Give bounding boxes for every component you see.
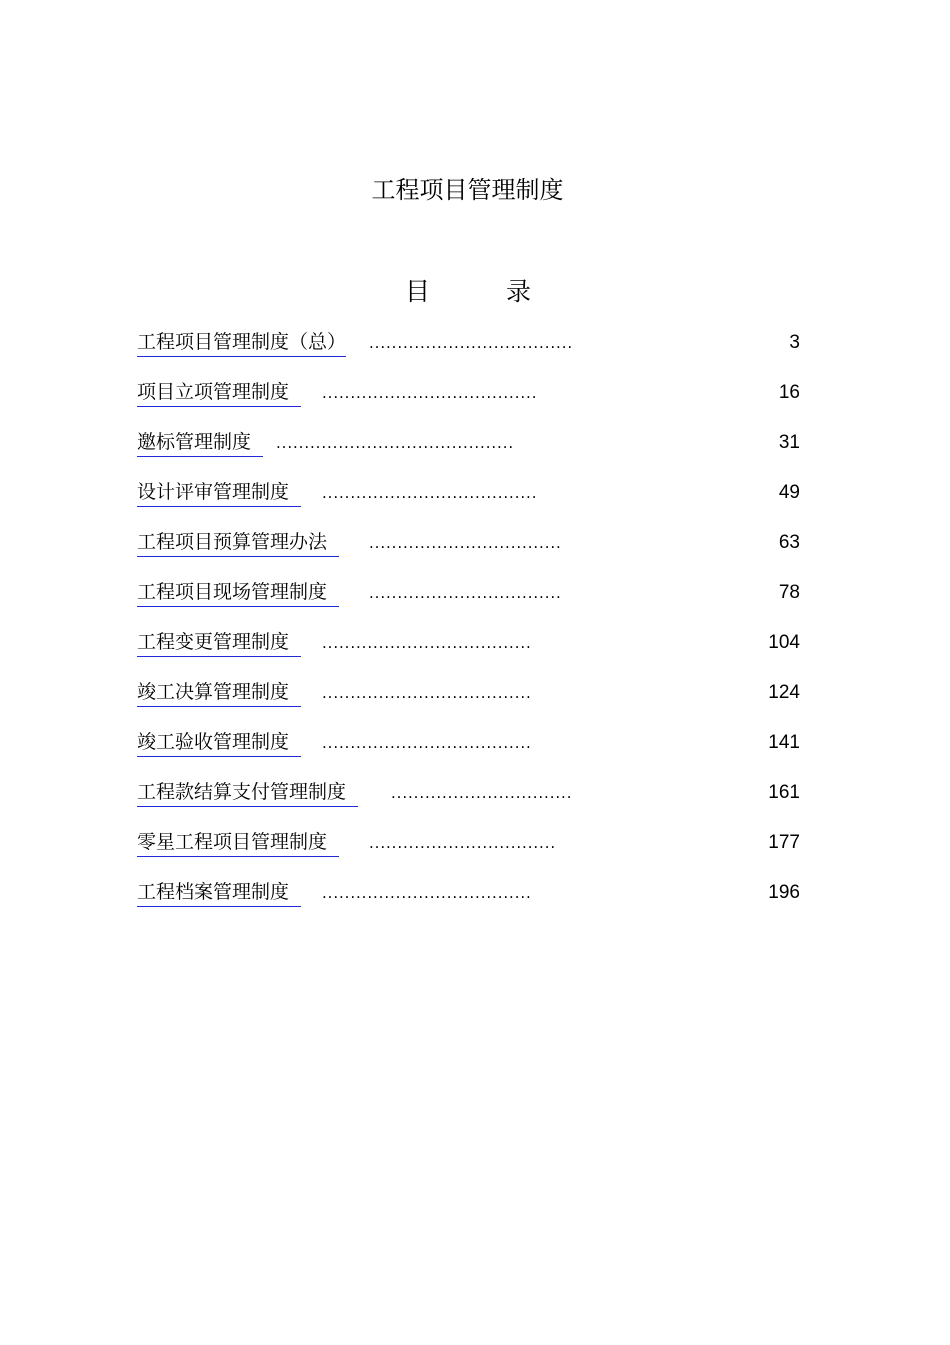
link-underline: [137, 456, 263, 457]
toc-entry-title: 工程项目现场管理制度: [137, 581, 328, 603]
link-underline: [137, 806, 358, 807]
link-underline: [137, 406, 301, 407]
toc-page-number: 78: [778, 582, 800, 603]
toc-entry-link[interactable]: [137, 579, 339, 605]
link-underline: [137, 656, 301, 657]
toc-entry-link[interactable]: [137, 329, 346, 355]
link-underline: [137, 506, 301, 507]
toc-entry[interactable]: [137, 825, 800, 875]
link-underline: [137, 556, 339, 557]
toc-leader-dots: .................................: [369, 834, 557, 852]
toc-entry[interactable]: [137, 775, 800, 825]
toc-leader-dots: ......................................: [322, 384, 538, 402]
toc-leader-dots: ......................................: [322, 484, 538, 502]
toc-page-number: 104: [768, 632, 800, 653]
table-of-contents: [137, 325, 800, 925]
toc-entry-title: 竣工决算管理制度: [137, 681, 290, 703]
toc-entry-link[interactable]: [137, 429, 263, 455]
toc-leader-dots: .....................................: [322, 634, 532, 652]
toc-leader-dots: ..................................: [369, 584, 562, 602]
toc-page-number: 141: [768, 732, 800, 753]
toc-page-number: 177: [768, 832, 800, 853]
toc-leader-dots: .....................................: [322, 684, 532, 702]
toc-leader-dots: ..........................................: [276, 434, 515, 452]
toc-entry-title: 工程项目管理制度（总）: [137, 331, 347, 353]
toc-page-number: 124: [768, 682, 800, 703]
toc-entry-link[interactable]: [137, 879, 301, 905]
toc-entry-link[interactable]: [137, 729, 301, 755]
link-underline: [137, 606, 339, 607]
link-underline: [137, 906, 301, 907]
toc-page-number: 63: [778, 532, 800, 553]
toc-entry[interactable]: [137, 325, 800, 375]
toc-entry-title: 工程变更管理制度: [137, 631, 290, 653]
toc-entry[interactable]: [137, 625, 800, 675]
toc-page-number: 31: [778, 432, 800, 453]
toc-entry-title: 工程档案管理制度: [137, 881, 290, 903]
toc-entry-title: 设计评审管理制度: [137, 481, 290, 503]
toc-entry-title: 工程款结算支付管理制度: [137, 781, 347, 803]
toc-entry[interactable]: [137, 375, 800, 425]
link-underline: [137, 756, 301, 757]
toc-entry[interactable]: [137, 525, 800, 575]
toc-leader-dots: ..................................: [369, 534, 562, 552]
toc-entry-title: 竣工验收管理制度: [137, 731, 290, 753]
toc-page-number: 49: [778, 482, 800, 503]
toc-leader-dots: ....................................: [369, 334, 574, 352]
toc-entry[interactable]: [137, 875, 800, 925]
toc-leader-dots: .....................................: [322, 734, 532, 752]
toc-entry-title: 项目立项管理制度: [137, 381, 290, 403]
toc-entry[interactable]: [137, 425, 800, 475]
toc-heading: 目 录: [405, 277, 565, 306]
toc-entry[interactable]: [137, 725, 800, 775]
toc-entry-link[interactable]: [137, 529, 339, 555]
toc-page-number: 16: [778, 382, 800, 403]
toc-entry-title: 零星工程项目管理制度: [137, 831, 328, 853]
toc-entry-title: 邀标管理制度: [137, 431, 252, 453]
toc-entry-title: 工程项目预算管理办法: [137, 531, 328, 553]
toc-entry[interactable]: [137, 675, 800, 725]
toc-entry-link[interactable]: [137, 379, 301, 405]
toc-entry[interactable]: [137, 475, 800, 525]
toc-entry-link[interactable]: [137, 629, 301, 655]
toc-entry-link[interactable]: [137, 679, 301, 705]
toc-entry-link[interactable]: [137, 779, 358, 805]
toc-entry-link[interactable]: [137, 829, 339, 855]
toc-entry[interactable]: [137, 575, 800, 625]
toc-page-number: 161: [768, 782, 800, 803]
link-underline: [137, 856, 339, 857]
toc-leader-dots: ................................: [391, 784, 573, 802]
toc-page-number: 196: [768, 882, 800, 903]
toc-page-number: 3: [789, 332, 800, 353]
link-underline: [137, 356, 346, 357]
toc-leader-dots: .....................................: [322, 884, 532, 902]
document-title: 工程项目管理制度: [371, 176, 564, 204]
link-underline: [137, 706, 301, 707]
toc-entry-link[interactable]: [137, 479, 301, 505]
